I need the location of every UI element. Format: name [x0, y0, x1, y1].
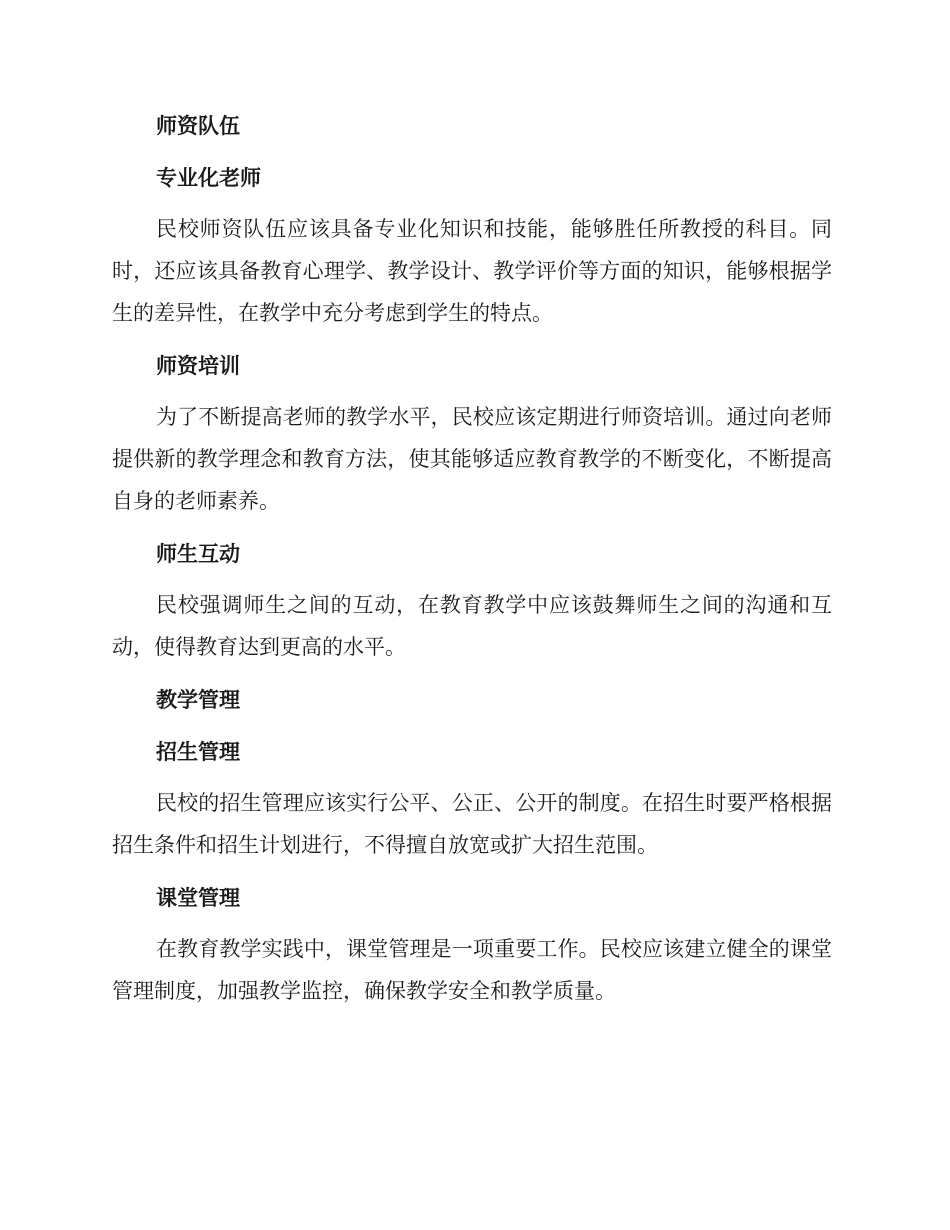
paragraph-classroom-management: 在教育教学实践中，课堂管理是一项重要工作。民校应该建立健全的课堂管理制度，加强教学监控，确保教学安全和教学质量。	[112, 937, 832, 1003]
subheading-professional-teachers: 专业化老师	[156, 166, 261, 190]
paragraph-teacher-training: 为了不断提高老师的教学水平，民校应该定期进行师资培训。通过向老师提供新的教学理念和教育方法，使其能够适应教育教学的不断变化，不断提高自身的老师素养。	[112, 405, 832, 513]
subheading-teacher-student-interaction: 师生互动	[156, 542, 240, 566]
subheading-teacher-training: 师资培训	[156, 354, 240, 378]
paragraph-enrollment-management: 民校的招生管理应该实行公平、公正、公开的制度。在招生时要严格根据招生条件和招生计划进行，不得擅自放宽或扩大招生范围。	[112, 791, 832, 857]
subheading-enrollment-management: 招生管理	[156, 740, 240, 764]
paragraph-professional-teachers: 民校师资队伍应该具备专业化知识和技能，能够胜任所教授的科目。同时，还应该具备教育心理学、教学设计、教学评价等方面的知识，能够根据学生的差异性，在教学中充分考虑到学生的特点。	[112, 217, 832, 325]
paragraph-teacher-student-interaction: 民校强调师生之间的互动，在教育教学中应该鼓舞师生之间的沟通和互动，使得教育达到更高的水平。	[112, 593, 832, 659]
section-heading-teaching-staff: 师资队伍	[156, 114, 240, 138]
section-heading-teaching-management: 教学管理	[156, 688, 240, 712]
subheading-classroom-management: 课堂管理	[156, 886, 240, 910]
document-page	[112, 104, 832, 1022]
